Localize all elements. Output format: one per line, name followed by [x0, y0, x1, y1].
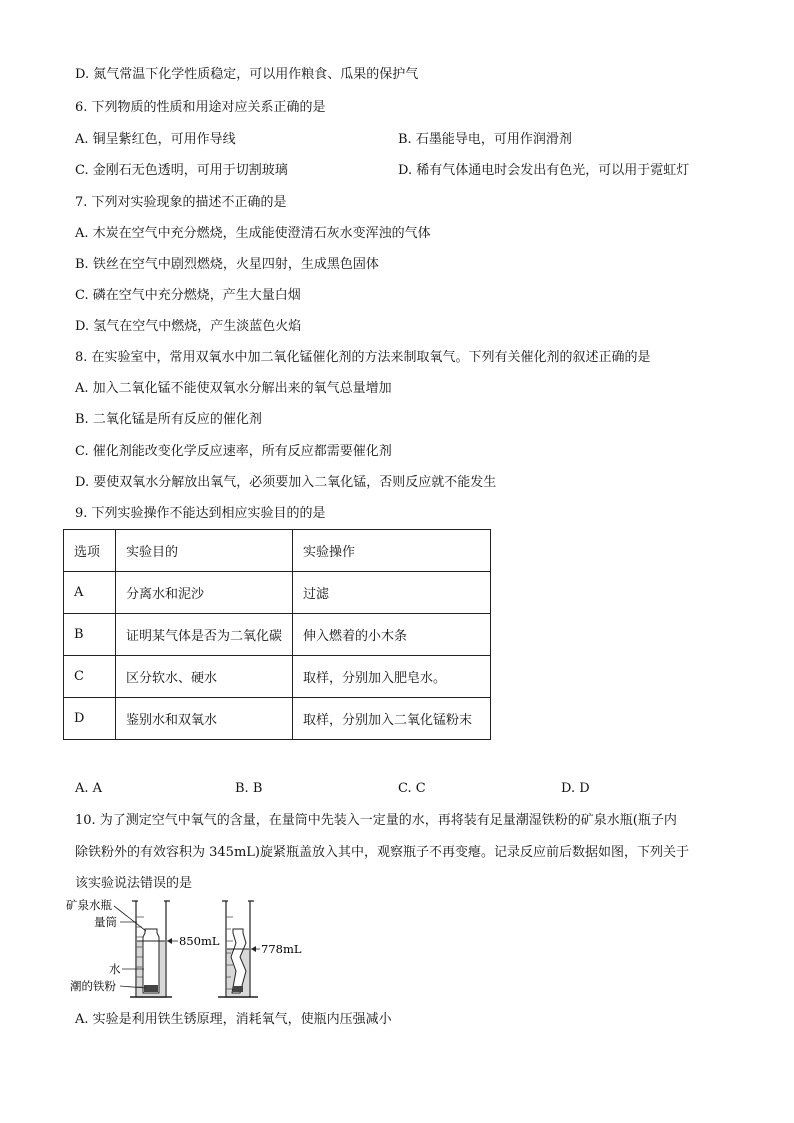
question-6-option-a: A. 铜呈紫红色，可用作导线 — [75, 132, 236, 147]
question-8-option-a: A. 加入二氧化锰不能使双氧水分解出来的氧气总量增加 — [75, 381, 392, 396]
table-cell: A — [64, 572, 116, 614]
table-header-cell: 选项 — [64, 530, 116, 572]
question-6-stem: 6. 下列物质的性质和用途对应关系正确的是 — [75, 100, 326, 115]
table-cell: 区分软水、硬水 — [116, 656, 293, 698]
table-cell: 证明某气体是否为二氧化碳 — [116, 614, 293, 656]
table-row — [64, 572, 491, 614]
table-cell: C — [64, 656, 116, 698]
measuring-cylinder-figure — [60, 897, 320, 1007]
table-row — [64, 656, 491, 698]
table-header-cell: 实验操作 — [293, 530, 491, 572]
question-7-option-d: D. 氢气在空气中燃烧，产生淡蓝色火焰 — [75, 319, 302, 334]
question-9-answer-c: C. C — [398, 781, 426, 796]
experiment-table — [63, 529, 491, 740]
question-6-option-b: B. 石墨能导电，可用作润滑剂 — [398, 132, 572, 147]
table-cell: 伸入燃着的小木条 — [293, 614, 491, 656]
question-9-answer-b: B. B — [235, 781, 263, 796]
question-9-stem: 9. 下列实验操作不能达到相应实验目的的是 — [75, 506, 326, 521]
table-cell: D — [64, 698, 116, 740]
label-water: 水 — [109, 962, 121, 976]
question-8-option-b: B. 二氧化锰是所有反应的催化剂 — [75, 412, 262, 427]
question-8-option-c: C. 催化剂能改变化学反应速率，所有反应都需要催化剂 — [75, 444, 392, 459]
label-bottle: 矿泉水瓶 — [66, 898, 112, 912]
question-6-option-d: D. 稀有气体通电时会发出有色光，可以用于霓虹灯 — [398, 163, 690, 178]
table-cell: 分离水和泥沙 — [116, 572, 293, 614]
table-header-row — [64, 530, 491, 572]
question-6-option-c: C. 金刚石无色透明，可用于切割玻璃 — [75, 163, 288, 178]
table-cell: 过滤 — [293, 572, 491, 614]
table-cell: B — [64, 614, 116, 656]
reading-before: 850mL — [179, 934, 220, 948]
table-cell: 取样，分别加入二氧化锰粉末 — [293, 698, 491, 740]
question-10-stem-line2: 除铁粉外的有效容积为 345mL)旋紧瓶盖放入其中，观察瓶子不再变瘪。记录反应前后数据如图，下列关于 — [75, 845, 689, 860]
question-9-answer-d: D. D — [561, 781, 590, 796]
reading-after: 778mL — [261, 942, 302, 956]
question-7-option-c: C. 磷在空气中充分燃烧，产生大量白烟 — [75, 288, 301, 303]
table-cell: 取样，分别加入肥皂水。 — [293, 656, 491, 698]
table-cell: 鉴别水和双氧水 — [116, 698, 293, 740]
table-row — [64, 614, 491, 656]
question-9-answer-a: A. A — [75, 781, 103, 796]
question-8-stem: 8. 在实验室中，常用双氧水中加二氧化锰催化剂的方法来制取氧气。下列有关催化剂的叙述正确的是 — [75, 350, 651, 365]
cylinder-before — [130, 901, 172, 997]
line-q5d: D. 氮气常温下化学性质稳定，可以用作粮食、瓜果的保护气 — [75, 67, 419, 82]
question-7-option-b: B. 铁丝在空气中剧烈燃烧，火星四射，生成黑色固体 — [75, 257, 379, 272]
question-7-option-a: A. 木炭在空气中充分燃烧，生成能使澄清石灰水变浑浊的气体 — [75, 226, 431, 241]
question-7-stem: 7. 下列对实验现象的描述不正确的是 — [75, 195, 287, 210]
label-iron-powder: 潮的铁粉 — [70, 979, 116, 993]
question-10-stem-line1: 10. 为了测定空气中氧气的含量，在量筒中先装入一定量的水，再将装有足量潮湿铁粉的矿泉水瓶(瓶子内 — [75, 813, 677, 828]
question-10-stem-line3: 该实验说法错误的是 — [75, 876, 193, 891]
table-row — [64, 698, 491, 740]
question-10-option-a: A. 实验是利用铁生锈原理，消耗氧气，使瓶内压强减小 — [75, 1012, 392, 1027]
table-header-cell: 实验目的 — [116, 530, 293, 572]
label-cylinder: 量筒 — [94, 915, 117, 929]
question-8-option-d: D. 要使双氧水分解放出氧气，必须要加入二氧化锰，否则反应就不能发生 — [75, 475, 497, 490]
